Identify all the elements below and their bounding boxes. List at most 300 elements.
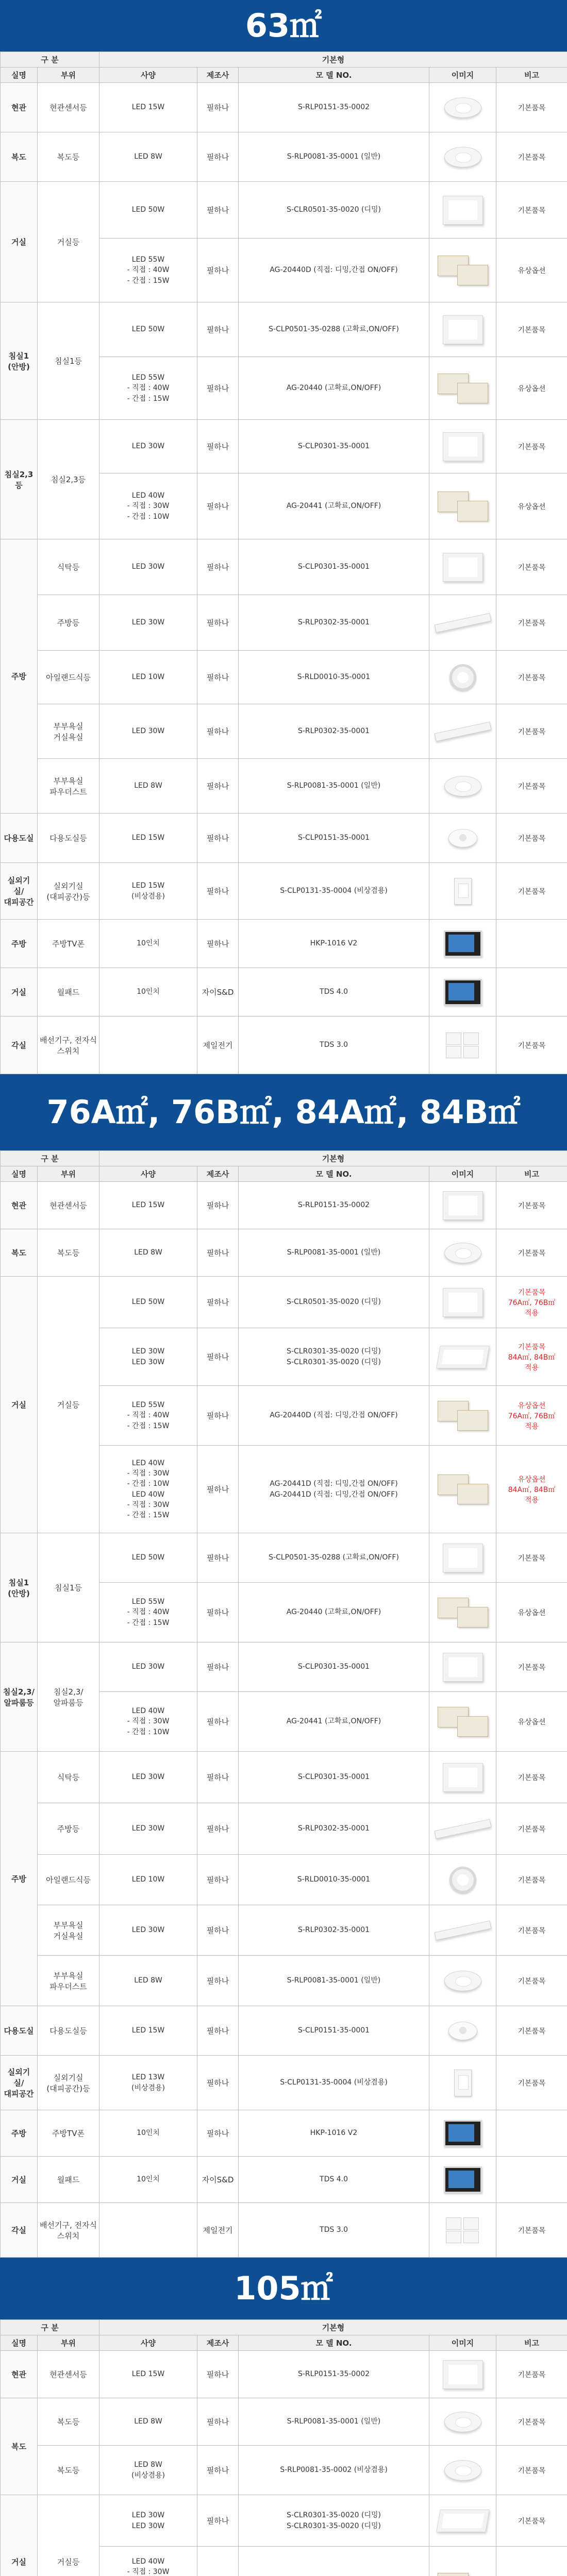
- long-panel-light-icon: [436, 2510, 490, 2532]
- long-panel-light-icon: [436, 1346, 490, 1368]
- spec-cell: LED 8W: [99, 2398, 197, 2446]
- spec-cell: LED 15W: [99, 814, 197, 863]
- spec-cell: LED 30W: [99, 539, 197, 595]
- header-gubun: 구 분: [1, 2320, 99, 2335]
- maker-cell: 필하나: [197, 1583, 239, 1642]
- location-cell: 실외기실 (대피공간)등: [38, 2056, 99, 2110]
- note-cell: 기본품목: [496, 420, 567, 473]
- header-spec: 사양: [99, 67, 197, 83]
- image-cell: [429, 239, 496, 302]
- note-cell: [496, 2110, 567, 2157]
- note-cell: 기본품목: [496, 1803, 567, 1855]
- spec-cell: LED 30W: [99, 1752, 197, 1803]
- round-ceiling-light-icon: [444, 2412, 481, 2432]
- maker-cell: 필하나: [197, 2110, 239, 2157]
- spec-cell: LED 30W: [99, 1642, 197, 1692]
- space-cell: 실외기실/ 대피공간: [1, 863, 38, 920]
- maker-cell: 필하나: [197, 2398, 239, 2446]
- location-cell: 복도등: [38, 1229, 99, 1277]
- maker-cell: 필하나: [197, 239, 239, 302]
- spec-cell: LED 30W: [99, 704, 197, 759]
- dual-panel-light-icon: [435, 371, 491, 405]
- space-cell: 현관: [1, 83, 38, 132]
- spec-cell: LED 15W: [99, 1182, 197, 1229]
- note-cell: 기본품목: [496, 863, 567, 920]
- image-cell: [429, 1533, 496, 1583]
- image-cell: [429, 1016, 496, 1074]
- image-cell: [429, 1855, 496, 1905]
- downlight-icon: [449, 664, 476, 691]
- header-part: 부위: [38, 1166, 99, 1182]
- location-cell: 거실등: [38, 2495, 99, 2576]
- note-cell: 기본품목: [496, 2006, 567, 2056]
- wall-pad-icon: [444, 2166, 482, 2193]
- maker-cell: 필하나: [197, 1905, 239, 1956]
- image-cell: [429, 1328, 496, 1386]
- model-cell: S-CLP0301-35-0001: [239, 420, 429, 473]
- header-space: 실명: [1, 67, 38, 83]
- image-cell: [429, 1386, 496, 1446]
- spec-cell: LED 50W: [99, 182, 197, 239]
- space-cell: 주방: [1, 2110, 38, 2157]
- square-panel-light-icon: [443, 1544, 483, 1572]
- note-cell: 기본품목: [496, 1533, 567, 1583]
- spec-cell: 10인치: [99, 2110, 197, 2157]
- space-cell: 현관: [1, 2351, 38, 2398]
- section-title: 63㎡: [0, 0, 567, 52]
- model-cell: S-CLP0501-35-0288 (고확료,ON/OFF): [239, 302, 429, 357]
- spec-cell: [99, 2203, 197, 2258]
- maker-cell: 필하나: [197, 2006, 239, 2056]
- space-cell: 거실: [1, 182, 38, 302]
- maker-cell: 필하나: [197, 759, 239, 814]
- location-cell: 복도등: [38, 2398, 99, 2446]
- maker-cell: 필하나: [197, 1692, 239, 1752]
- space-cell: 침실1 (안방): [1, 1533, 38, 1642]
- model-cell: S-RLP0151-35-0002: [239, 1182, 429, 1229]
- image-cell: [429, 1182, 496, 1229]
- model-cell: S-CLP0151-35-0001: [239, 814, 429, 863]
- maker-cell: 필하나: [197, 182, 239, 239]
- model-cell: AG-20441 (고확료,ON/OFF): [239, 473, 429, 539]
- spec-cell: LED 8W: [99, 759, 197, 814]
- table-row: [1, 1803, 567, 1855]
- note-cell: 기본품목: [496, 539, 567, 595]
- spec-cell: LED 50W: [99, 1277, 197, 1328]
- maker-cell: 필하나: [197, 863, 239, 920]
- header-part: 부위: [38, 2335, 99, 2351]
- image-cell: [429, 1583, 496, 1642]
- location-cell: 아일랜드식등: [38, 651, 99, 704]
- square-panel-light-icon: [443, 315, 483, 344]
- model-cell: TDS 4.0: [239, 2157, 429, 2203]
- table-row: [1, 2495, 567, 2547]
- bar-light-icon: [434, 1920, 491, 1940]
- maker-cell: 제일전기: [197, 2203, 239, 2258]
- table-row: [1, 1277, 567, 1328]
- model-cell: S-RLP0081-35-0002 (비상겸용): [239, 2446, 429, 2495]
- note-cell: [496, 2157, 567, 2203]
- image-cell: [429, 2351, 496, 2398]
- note-cell: 기본품목: [496, 1956, 567, 2006]
- image-cell: [429, 1229, 496, 1277]
- model-cell: S-RLP0151-35-0002: [239, 2351, 429, 2398]
- spec-cell: LED 15W: [99, 2006, 197, 2056]
- table-row: [1, 704, 567, 759]
- image-cell: [429, 132, 496, 182]
- space-cell: 거실: [1, 1277, 38, 1533]
- table-row: [1, 83, 567, 132]
- space-cell: 각실: [1, 1016, 38, 1074]
- model-cell: S-RLP0081-35-0001 (일반): [239, 2398, 429, 2446]
- note-cell: [496, 2547, 567, 2576]
- image-cell: [429, 1642, 496, 1692]
- spec-cell: LED 13W (비상겸용): [99, 2056, 197, 2110]
- spec-cell: LED 10W: [99, 651, 197, 704]
- square-panel-light-icon: [443, 1763, 483, 1792]
- square-panel-light-icon: [443, 2360, 483, 2389]
- space-cell: 침실1 (안방): [1, 302, 38, 420]
- location-cell: 주방등: [38, 1803, 99, 1855]
- square-panel-light-icon: [443, 1191, 483, 1220]
- spec-cell: LED 8W: [99, 1229, 197, 1277]
- space-cell: 다용도실: [1, 2006, 38, 2056]
- image-cell: [429, 1277, 496, 1328]
- table-row: [1, 2006, 567, 2056]
- note-cell: 기본품목 84A㎡, 84B㎡ 적용: [496, 1328, 567, 1386]
- maker-cell: 필하나: [197, 357, 239, 420]
- header-maker: 제조사: [197, 1166, 239, 1182]
- header-note: 비고: [496, 1166, 567, 1182]
- spec-cell: LED 55W - 직접 : 40W - 간접 : 15W: [99, 357, 197, 420]
- image-cell: [429, 2547, 496, 2576]
- model-cell: TDS 4.0: [239, 968, 429, 1016]
- location-cell: 배선기구, 전자식스위치: [38, 1016, 99, 1074]
- note-cell: 유상옵션: [496, 357, 567, 420]
- space-cell: 주방: [1, 1752, 38, 2006]
- round-ceiling-light-icon: [444, 1971, 481, 1991]
- dual-panel-light-icon: [435, 253, 491, 287]
- image-cell: [429, 651, 496, 704]
- location-cell: 다용도실등: [38, 814, 99, 863]
- note-cell: 기본품목 76A㎡, 76B㎡ 적용: [496, 1277, 567, 1328]
- maker-cell: 필하나: [197, 1956, 239, 2006]
- spec-cell: LED 30W LED 30W: [99, 1328, 197, 1386]
- image-cell: [429, 2495, 496, 2547]
- image-cell: [429, 863, 496, 920]
- spec-table: [0, 2319, 567, 2576]
- spec-cell: [99, 1016, 197, 1074]
- maker-cell: 필하나: [197, 651, 239, 704]
- model-cell: S-CLR0501-35-0020 (디밍): [239, 1277, 429, 1328]
- maker-cell: 필하나: [197, 1533, 239, 1583]
- table-row: [1, 1229, 567, 1277]
- image-cell: [429, 1446, 496, 1533]
- spec-cell: LED 15W: [99, 83, 197, 132]
- note-cell: 기본품목: [496, 83, 567, 132]
- spec-cell: LED 55W - 직접 : 40W - 간접 : 15W: [99, 239, 197, 302]
- spec-cell: LED 30W: [99, 1905, 197, 1956]
- header-basic: 기본형: [99, 52, 567, 67]
- location-cell: 거실등: [38, 1277, 99, 1533]
- note-cell: 기본품목: [496, 1752, 567, 1803]
- image-cell: [429, 1803, 496, 1855]
- spec-cell: LED 8W (비상겸용): [99, 2446, 197, 2495]
- note-cell: 기본품목: [496, 651, 567, 704]
- location-cell: 현관센서등: [38, 1182, 99, 1229]
- image-cell: [429, 595, 496, 651]
- spec-cell: LED 40W - 직접 : 30W - 간접 : 10W LED 40W - 직접 : 30W - 간접 : 15W: [99, 1446, 197, 1533]
- spec-cell: LED 50W: [99, 1533, 197, 1583]
- image-cell: [429, 2157, 496, 2203]
- note-cell: 기본품목: [496, 814, 567, 863]
- model-cell: S-CLP0301-35-0001: [239, 1752, 429, 1803]
- bar-light-icon: [434, 1819, 491, 1839]
- maker-cell: 필하나: [197, 704, 239, 759]
- model-cell: S-CLP0131-35-0004 (비상겸용): [239, 2056, 429, 2110]
- header-gubun: 구 분: [1, 52, 99, 67]
- space-cell: 주방: [1, 920, 38, 968]
- dual-panel-light-icon: [435, 1399, 491, 1433]
- note-cell: 기본품목: [496, 2203, 567, 2258]
- table-row: [1, 182, 567, 239]
- model-cell: AG-20441 (고확료,ON/OFF): [239, 1692, 429, 1752]
- square-panel-light-icon: [443, 196, 483, 225]
- table-row: [1, 968, 567, 1016]
- spec-cell: LED 30W LED 30W: [99, 2495, 197, 2547]
- section-title: 76A㎡, 76B㎡, 84A㎡, 84B㎡: [0, 1074, 567, 1150]
- image-cell: [429, 1905, 496, 1956]
- model-cell: S-RLP0081-35-0001 (일반): [239, 759, 429, 814]
- model-cell: S-CLP0301-35-0001: [239, 1642, 429, 1692]
- maker-cell: 필하나: [197, 420, 239, 473]
- maker-cell: 필하나: [197, 132, 239, 182]
- header-note: 비고: [496, 67, 567, 83]
- header-image: 이미지: [429, 1166, 496, 1182]
- header-model: 모 델 NO.: [239, 2335, 429, 2351]
- model-cell: S-CLR0301-35-0020 (디밍) S-CLR0301-35-0020 (디밍): [239, 2495, 429, 2547]
- section-1: [0, 0, 567, 1074]
- maker-cell: 필하나: [197, 2495, 239, 2547]
- table-row: [1, 595, 567, 651]
- image-cell: [429, 1956, 496, 2006]
- section-title: 105㎡: [0, 2258, 567, 2319]
- wall-pad-icon: [444, 2120, 482, 2147]
- location-cell: 다용도실등: [38, 2006, 99, 2056]
- table-row: [1, 2157, 567, 2203]
- space-cell: 거실: [1, 2495, 38, 2576]
- wall-pad-icon: [444, 979, 482, 1006]
- location-cell: 거실등: [38, 182, 99, 302]
- image-cell: [429, 83, 496, 132]
- maker-cell: 필하나: [197, 1386, 239, 1446]
- spec-cell: LED 15W: [99, 2351, 197, 2398]
- table-row: [1, 1752, 567, 1803]
- spec-table: [0, 52, 567, 1074]
- image-cell: [429, 704, 496, 759]
- table-row: [1, 2056, 567, 2110]
- table-row: [1, 539, 567, 595]
- table-row: [1, 2398, 567, 2446]
- space-cell: 거실: [1, 968, 38, 1016]
- model-cell: S-CLR0501-35-0020 (디밍): [239, 182, 429, 239]
- model-cell: HKP-1016 V2: [239, 920, 429, 968]
- note-cell: 유상옵션 84A㎡, 84B㎡ 적용: [496, 1446, 567, 1533]
- dual-panel-light-icon: [435, 2571, 491, 2576]
- location-cell: 현관센서등: [38, 2351, 99, 2398]
- round-ceiling-light-icon: [444, 97, 481, 118]
- maker-cell: 필하나: [197, 2446, 239, 2495]
- location-cell: 침실2,3등: [38, 420, 99, 539]
- space-cell: 주방: [1, 539, 38, 814]
- spec-cell: 10인치: [99, 2157, 197, 2203]
- table-row: [1, 1905, 567, 1956]
- round-ceiling-light-icon: [444, 2460, 481, 2481]
- maker-cell: 필하나: [197, 1229, 239, 1277]
- model-cell: AG-20440D (직접: 디밍,간접 ON/OFF): [239, 239, 429, 302]
- note-cell: 기본품목: [496, 759, 567, 814]
- spec-cell: LED 10W: [99, 1855, 197, 1905]
- image-cell: [429, 420, 496, 473]
- outlet-switch-icon: [445, 1031, 481, 1059]
- round-ceiling-light-icon: [444, 776, 481, 796]
- model-cell: S-RLP0081-35-0001 (일반): [239, 1956, 429, 2006]
- wall-pad-icon: [444, 930, 482, 957]
- maker-cell: 필하나: [197, 302, 239, 357]
- note-cell: 기본품목: [496, 182, 567, 239]
- maker-cell: 필하나: [197, 1328, 239, 1386]
- maker-cell: 자이S&D: [197, 968, 239, 1016]
- downlight-icon: [449, 1867, 476, 1893]
- model-cell: S-RLP0302-35-0001: [239, 1803, 429, 1855]
- maker-cell: 제일전기: [197, 1016, 239, 1074]
- header-part: 부위: [38, 67, 99, 83]
- note-cell: 유상옵션: [496, 1583, 567, 1642]
- header-spec: 사양: [99, 2335, 197, 2351]
- dual-panel-light-icon: [435, 489, 491, 523]
- space-cell: 복도: [1, 2398, 38, 2495]
- location-cell: 주방등: [38, 595, 99, 651]
- image-cell: [429, 473, 496, 539]
- space-cell: 거실: [1, 2157, 38, 2203]
- maker-cell: 필하나: [197, 814, 239, 863]
- emergency-light-icon: [454, 878, 472, 905]
- model-cell: S-RLD0010-35-0001: [239, 1855, 429, 1905]
- note-cell: 기본품목: [496, 2398, 567, 2446]
- note-cell: 기본품목: [496, 704, 567, 759]
- maker-cell: 필하나: [197, 2056, 239, 2110]
- space-cell: 현관: [1, 1182, 38, 1229]
- image-cell: [429, 1692, 496, 1752]
- sensor-light-icon: [448, 829, 477, 848]
- image-cell: [429, 302, 496, 357]
- location-cell: 주방TV폰: [38, 2110, 99, 2157]
- table-row: [1, 1855, 567, 1905]
- table-row: [1, 2110, 567, 2157]
- model-cell: S-RLP0302-35-0001: [239, 1905, 429, 1956]
- round-ceiling-light-icon: [444, 147, 481, 167]
- maker-cell: 자이S&D: [197, 2157, 239, 2203]
- model-cell: TDS 3.0: [239, 1016, 429, 1074]
- location-cell: 아일랜드식등: [38, 1855, 99, 1905]
- table-row: [1, 814, 567, 863]
- note-cell: 기본품목: [496, 1855, 567, 1905]
- location-cell: 식탁등: [38, 1752, 99, 1803]
- location-cell: 복도등: [38, 132, 99, 182]
- spec-cell: LED 15W (비상겸용): [99, 863, 197, 920]
- note-cell: 기본품목: [496, 1905, 567, 1956]
- table-row: [1, 759, 567, 814]
- header-model: 모 델 NO.: [239, 67, 429, 83]
- image-cell: [429, 357, 496, 420]
- model-cell: AG-20440 (고확료,ON/OFF): [239, 357, 429, 420]
- image-cell: [429, 539, 496, 595]
- section-3: [0, 2258, 567, 2576]
- square-panel-light-icon: [443, 1288, 483, 1317]
- space-cell: 침실2,3등: [1, 420, 38, 539]
- image-cell: [429, 2203, 496, 2258]
- image-cell: [429, 968, 496, 1016]
- image-cell: [429, 759, 496, 814]
- spec-cell: LED 40W - 직접 : 30W: [99, 2547, 197, 2576]
- note-cell: 기본품목: [496, 1182, 567, 1229]
- model-cell: AG-20440D (직접: 디밍,간접 ON/OFF): [239, 1386, 429, 1446]
- maker-cell: 필하나: [197, 539, 239, 595]
- note-cell: 기본품목: [496, 2056, 567, 2110]
- maker-cell: 필하나: [197, 920, 239, 968]
- model-cell: S-RLP0081-35-0001 (일반): [239, 132, 429, 182]
- image-cell: [429, 2056, 496, 2110]
- table-row: [1, 1016, 567, 1074]
- note-cell: 기본품목: [496, 1016, 567, 1074]
- spec-cell: LED 40W - 직접 : 30W - 간접 : 10W: [99, 1692, 197, 1752]
- header-spec: 사양: [99, 1166, 197, 1182]
- location-cell: 침실1등: [38, 1533, 99, 1642]
- location-cell: 월패드: [38, 968, 99, 1016]
- note-cell: 기본품목: [496, 595, 567, 651]
- square-panel-light-icon: [443, 432, 483, 461]
- space-cell: 각실: [1, 2203, 38, 2258]
- model-cell: S-RLP0302-35-0001: [239, 595, 429, 651]
- table-row: [1, 1956, 567, 2006]
- model-cell: S-CLP0151-35-0001: [239, 2006, 429, 2056]
- location-cell: 실외기실 (대피공간)등: [38, 863, 99, 920]
- model-cell: S-RLP0081-35-0001 (일반): [239, 1229, 429, 1277]
- note-cell: 기본품목: [496, 1642, 567, 1692]
- note-cell: 기본품목: [496, 2351, 567, 2398]
- maker-cell: 필하나: [197, 1182, 239, 1229]
- location-cell: 배선기구, 전자식스위치: [38, 2203, 99, 2258]
- location-cell: 부부욕실 거실욕실: [38, 704, 99, 759]
- table-row: [1, 863, 567, 920]
- note-cell: 유상옵션: [496, 239, 567, 302]
- space-cell: 복도: [1, 1229, 38, 1277]
- spec-cell: 10인치: [99, 968, 197, 1016]
- spec-cell: LED 30W: [99, 595, 197, 651]
- maker-cell: 필하나: [197, 2351, 239, 2398]
- model-cell: S-RLP0151-35-0002: [239, 83, 429, 132]
- image-cell: [429, 2110, 496, 2157]
- dual-panel-light-icon: [435, 1705, 491, 1739]
- model-cell: S-CLP0501-35-0288 (고확료,ON/OFF): [239, 1533, 429, 1583]
- space-cell: 실외기실/ 대피공간: [1, 2056, 38, 2110]
- header-image: 이미지: [429, 2335, 496, 2351]
- location-cell: 복도등: [38, 2446, 99, 2495]
- location-cell: 부부욕실 파우더스트: [38, 1956, 99, 2006]
- header-basic: 기본형: [99, 1151, 567, 1166]
- emergency-light-icon: [454, 2070, 472, 2096]
- maker-cell: 필하나: [197, 1803, 239, 1855]
